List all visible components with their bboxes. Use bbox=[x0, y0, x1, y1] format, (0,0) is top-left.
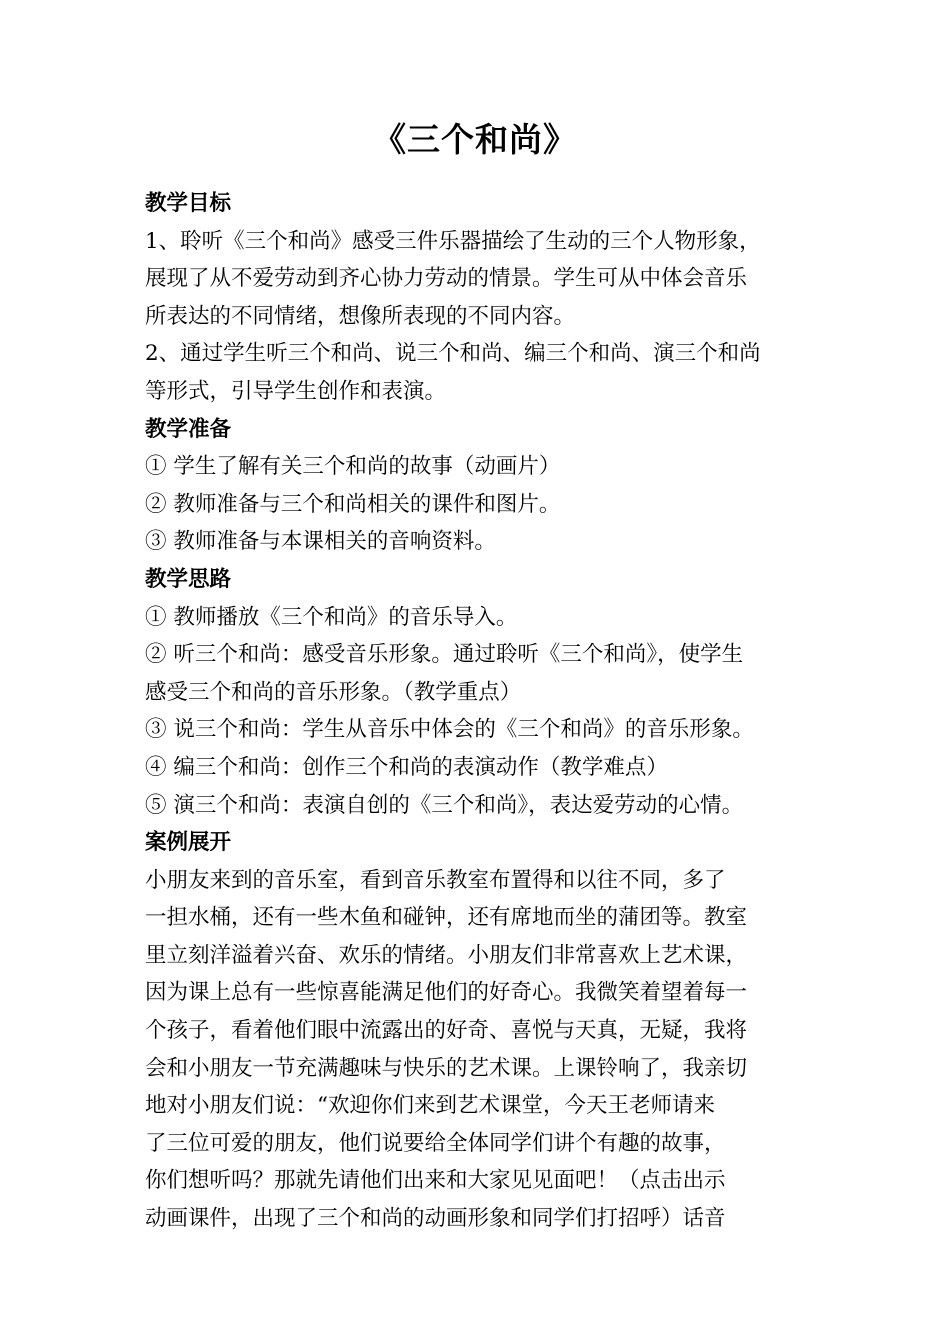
list-item: ② 教师准备与三个和尚相关的课件和图片。 bbox=[145, 491, 561, 517]
list-item: ④ 编三个和尚：创作三个和尚的表演动作（教学难点） bbox=[145, 754, 668, 780]
list-item: ② 听三个和尚：感受音乐形象。通过聆听《三个和尚》，使学生 bbox=[145, 642, 744, 668]
list-item: 感受三个和尚的音乐形象。（教学重点） bbox=[145, 679, 522, 705]
document-body bbox=[145, 185, 810, 1238]
paragraph-line: 展现了从不爱劳动到齐心协力劳动的情景。学生可从中体会音乐 bbox=[145, 266, 748, 292]
paragraph-line: 小朋友来到的音乐室，看到音乐教室布置得和以往不同，多了 bbox=[145, 867, 726, 893]
list-item: ③ 教师准备与本课相关的音响资料。 bbox=[145, 529, 496, 555]
paragraph-line: 一担水桶，还有一些木鱼和碰钟，还有席地而坐的蒲团等。教室 bbox=[145, 905, 748, 931]
list-item: ⑤ 演三个和尚：表演自创的《三个和尚》，表达爱劳动的心情。 bbox=[145, 792, 744, 818]
section-heading-case: 案例展开 bbox=[145, 830, 232, 856]
paragraph-line: 个孩子，看着他们眼中流露出的好奇、喜悦与天真，无疑，我将 bbox=[145, 1018, 748, 1044]
paragraph-line: 地对小朋友们说：“欢迎你们来到艺术课堂，今天王老师请来 bbox=[145, 1093, 715, 1119]
section-heading-preparation: 教学准备 bbox=[145, 416, 232, 442]
paragraph-line: 了三位可爱的朋友，他们说要给全体同学们讲个有趣的故事， bbox=[145, 1130, 726, 1156]
paragraph-line: 动画课件，出现了三个和尚的动画形象和同学们打招呼）话音 bbox=[145, 1206, 726, 1232]
paragraph-line: 你们想听吗？那就先请他们出来和大家见见面吧！（点击出示 bbox=[145, 1168, 726, 1194]
paragraph-line: 等形式，引导学生创作和表演。 bbox=[145, 378, 447, 404]
list-item: ③ 说三个和尚：学生从音乐中体会的《三个和尚》的音乐形象。 bbox=[145, 717, 754, 743]
paragraph-line: 2、通过学生听三个和尚、说三个和尚、编三个和尚、演三个和尚 bbox=[145, 341, 761, 367]
section-heading-approach: 教学思路 bbox=[145, 566, 232, 592]
document-title: 《三个和尚》 bbox=[373, 120, 577, 159]
paragraph-line: 会和小朋友一节充满趣味与快乐的艺术课。上课铃响了，我亲切 bbox=[145, 1055, 748, 1081]
paragraph-line: 所表达的不同情绪，想像所表现的不同内容。 bbox=[145, 303, 576, 329]
section-heading-goals: 教学目标 bbox=[145, 191, 232, 216]
list-item: ① 学生了解有关三个和尚的故事（动画片） bbox=[145, 454, 561, 480]
paragraph-line: 因为课上总有一些惊喜能满足他们的好奇心。我微笑着望着每一 bbox=[145, 980, 748, 1006]
paragraph-line: 1、聆听《三个和尚》感受三件乐器描绘了生动的三个人物形象， bbox=[145, 228, 761, 254]
paragraph-line: 里立刻洋溢着兴奋、欢乐的情绪。小朋友们非常喜欢上艺术课， bbox=[145, 942, 748, 968]
list-item: ① 教师播放《三个和尚》的音乐导入。 bbox=[145, 604, 518, 630]
